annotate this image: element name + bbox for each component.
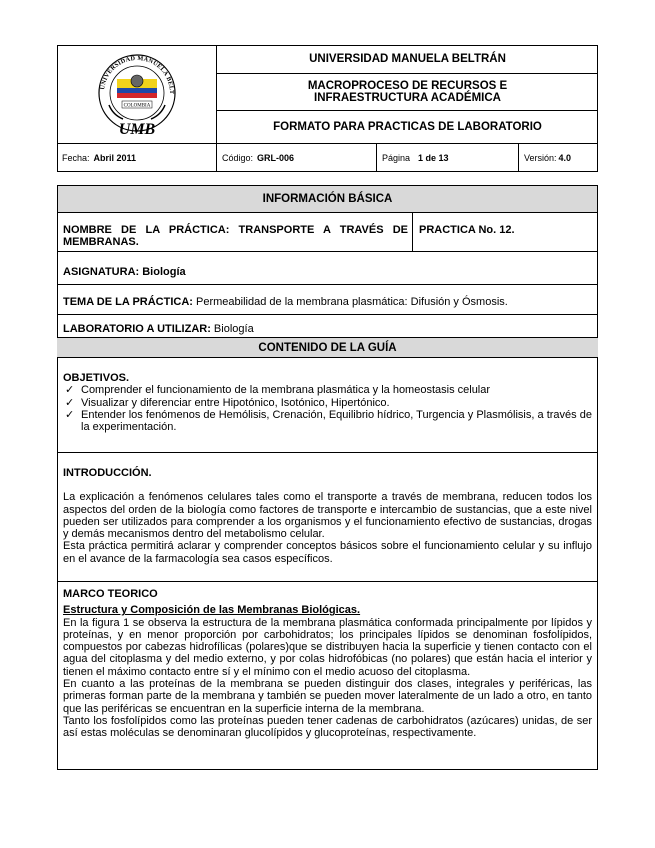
date-field <box>57 143 217 172</box>
theory-paragraph: En cuanto a las proteínas de la membrana se pueden distinguir dos clases, integrales y periféricas, las primeras forman parte de la membrana y también se pueden mover lateralmente de un lado a otro, en tanto que las periféricas se encuentran en la superficie interna de la membrana. <box>63 678 592 715</box>
practice-number: PRACTICA No. 12. <box>413 213 598 252</box>
code-field <box>217 143 377 172</box>
introduction-paragraph: Esta práctica permitirá aclarar y comprender conceptos básicos sobre el funcionamiento celular y su influjo en el avance de la farmacología sea casos específicos. <box>63 540 592 565</box>
theory-heading: MARCO TEORICO <box>63 588 158 600</box>
objectives-section <box>57 358 598 453</box>
objective-item: ✓ Entender los fenómenos de Hemólisis, Crenación, Equilibrio hídrico, Turgencia y Plasmólisis, a través de la experimentación. <box>65 408 592 434</box>
theory-section <box>57 581 598 770</box>
logo-ring-text: UNIVERSIDAD MANUELA BELT <box>99 54 176 95</box>
logo-cell <box>57 45 217 143</box>
introduction-section <box>57 453 598 581</box>
page-field <box>377 143 519 172</box>
topic-value: Permeabilidad de la membrana plasmática: Difusión y Ósmosis. <box>192 295 508 308</box>
code-label: Código: <box>222 152 254 163</box>
format-title: FORMATO PARA PRACTICAS DE LABORATORIO <box>273 121 542 133</box>
subject-row <box>57 252 598 285</box>
version-label: Versión: <box>524 152 557 163</box>
check-icon: ✓ <box>65 396 75 409</box>
objective-item: ✓ Comprender el funcionamiento de la membrana plasmática y la homeostasis celular <box>65 384 491 397</box>
guide-title: CONTENIDO DE LA GUÍA <box>57 337 598 358</box>
topic-row <box>57 285 598 315</box>
subject-text: ASIGNATURA: Biología <box>63 266 186 278</box>
objectives-heading: OBJETIVOS. <box>63 372 130 384</box>
page-label: Página <box>382 152 411 163</box>
logo-country: COLOMBIA <box>123 103 151 109</box>
introduction-heading: INTRODUCCIÓN. <box>63 467 152 479</box>
theory-subheading: Estructura y Composición de las Membranas Biológicas. <box>63 604 361 617</box>
lab-value: Biología <box>210 323 254 335</box>
code-value: GRL-006 <box>257 152 295 163</box>
date-value: Abril 2011 <box>93 152 137 163</box>
theory-paragraph: Tanto los fosfolípidos como las proteínas pueden tener cadenas de carbohidratos (azúcares) unidas, de ser así estas moléculas se denominaran glucolípidos y glucoproteínas, respectivamente. <box>63 714 592 740</box>
version-value: 4.0 <box>558 152 572 163</box>
version-field <box>519 143 598 172</box>
basic-info-title: INFORMACIÓN BÁSICA <box>57 185 598 213</box>
practice-name: NOMBRE DE LA PRÁCTICA: TRANSPORTE A TRAVÉS DE MEMBRANAS. <box>57 213 413 252</box>
introduction-paragraph: La explicación a fenómenos celulares tales como el transporte a través de membrana, reducen todos los aspectos del orden de la biología como factores de transporte e intercambio de sustancias, que a este nivel pueden ser utilizados para comprender a los organismos y el funcionamiento efectivo de sustancias, drogas y demás mecanismos dentro del metabolismo celular. <box>63 491 592 541</box>
topic-label: TEMA DE LA PRÁCTICA: <box>63 295 193 308</box>
theory-paragraph: En la figura 1 se observa la estructura de la membrana plasmática conformada principalmente por lípidos y proteínas, y en menor proporción por carbohidratos; los principales lípidos se denominan fosfolípidos, compuestos por cabezas hidrofílicas (polares)que se distribuyen hacia la superficie y tienen contacto con el agua del citoplasma y del medio externo, y por colas hidrofóbicas (no polares) que están hacia el interior y tienen el máximo contacto entre sí y el mínimo con el medio acuoso del citoplasma. <box>63 616 592 678</box>
university-name: UNIVERSIDAD MANUELA BELTRÁN <box>217 45 598 74</box>
logo-initials: UMB <box>118 121 156 138</box>
check-icon: ✓ <box>65 408 75 421</box>
objectives-list <box>63 384 592 433</box>
check-icon: ✓ <box>65 384 75 397</box>
page-value: 1 de 13 <box>418 152 449 163</box>
umb-logo <box>57 45 217 143</box>
svg-text:UNIVERSIDAD MANUELA BELTRÁN <box>57 45 175 95</box>
date-label: Fecha: <box>62 152 90 163</box>
lab-row <box>57 315 598 337</box>
macroprocess-title: MACROPROCESO DE RECURSOS E INFRAESTRUCTURA ACADÉMICA <box>217 74 598 111</box>
lab-label: LABORATORIO A UTILIZAR: <box>63 323 211 335</box>
objective-item: ✓ Visualizar y diferenciar entre Hipotónico, Isotónico, Hipertónico. <box>65 396 390 409</box>
